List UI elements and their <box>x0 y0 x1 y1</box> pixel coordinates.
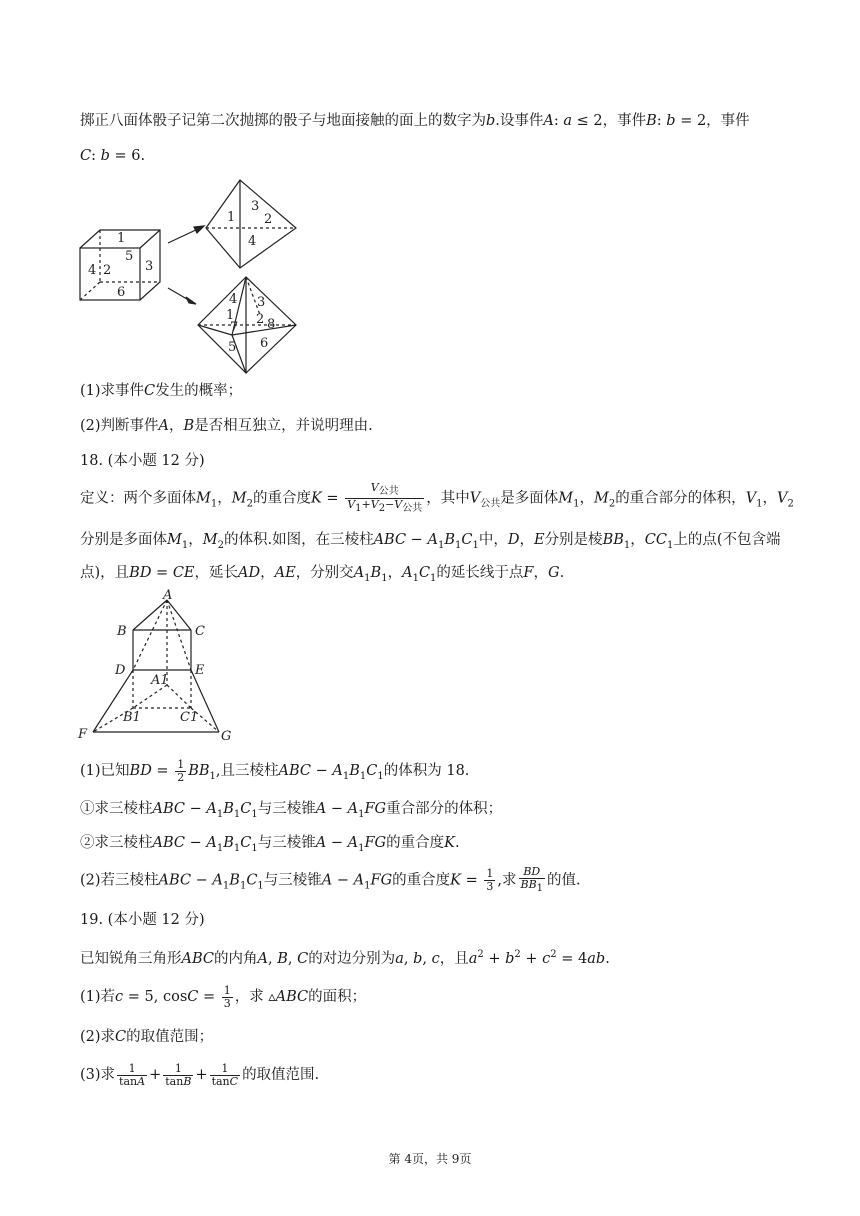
octa-face-5: 5 <box>228 340 237 355</box>
p18-q2: (2)若三棱柱ABC − $A_1B_1C_1$与三棱锥$A - A_1FG$的重合度K = $\frac{1}{3}$ ,求 $\frac{BD}{BB_1}$ 的值. <box>80 865 581 895</box>
p18-q1a: ①求三棱柱ABC − $A_1B_1C_1$与三棱锥$A - A_1FG$重合部分的体积； <box>80 801 503 820</box>
cube-face-1: 1 <box>117 231 126 246</box>
cube-face-3: 3 <box>145 259 154 274</box>
p18-header: 18. (本小题 12 分) <box>80 453 205 469</box>
vertex-B1: B1 <box>123 710 141 725</box>
p17-q1: (1)求事件C发生的概率； <box>80 383 243 399</box>
p18-q1b: ②求三棱柱ABC − $A_1B_1C_1$与三棱锥$A - A_1FG$的重合度K. <box>80 835 460 854</box>
p19-stem: 已知锐角三角形ABC的内角A, B, C的对边分别为a, b, c，且$a^2 + b^2 + c^2 = 4ab$. <box>80 949 610 967</box>
cube-face-6: 6 <box>117 285 126 300</box>
cube-face-4: 4 <box>88 263 97 278</box>
overlap-fraction: $\frac{V_{公共}}{V_1+V_2-V_{公共}}$ <box>347 481 423 515</box>
p17-line1: 掷正八面体骰子记第二次抛掷的骰子与地面接触的面上的数字为b.设事件A: a ≤ 2，事件B: b = 2，事件 <box>80 113 750 129</box>
vertex-D: D <box>115 663 126 678</box>
vertex-A: A <box>163 588 173 603</box>
octa-face-1: 1 <box>226 308 235 323</box>
octa-face-4: 4 <box>229 292 238 307</box>
p18-line3: 点)，且BD = CE，延长AD，AE，分别交$A_1B_1$，$A_1C_1$的延长线于点F，G. <box>80 565 565 584</box>
vertex-E: E <box>195 663 205 678</box>
p18-q1: (1)已知BD = $\frac{1}{2}$ $BB_1$,且三棱柱ABC − $A_1B_1C_1$的体积为 18. <box>80 757 470 784</box>
page-footer: 第 4页，共 9页 <box>388 1152 472 1166</box>
vertex-C1: C1 <box>180 710 199 725</box>
vertex-F: F <box>78 727 88 742</box>
p18-definition: 定义：两个多面体$M_1$，$M_2$的重合度K = $\frac{V_{公共}}{V_1+V_2-V_{公共}}$ ，其中$V_{公共}$是多面体$M_1$，$M_2$的重合部分的体积，$V_1$，$V_2$ <box>80 481 794 515</box>
cube-face-2: 2 <box>103 263 112 278</box>
tetra-face-3: 3 <box>251 199 260 214</box>
octa-face-6: 6 <box>260 336 269 351</box>
vertex-G: G <box>221 729 232 744</box>
prism-figure <box>75 588 245 748</box>
cube-face-5: 5 <box>125 249 134 264</box>
p19-q1: (1)若c = 5, cosC = $\frac{1}{3}$ ，求 ▵ABC的面积； <box>80 983 367 1010</box>
tetra-face-1: 1 <box>227 210 236 225</box>
vertex-A1: A1 <box>151 673 169 688</box>
tetra-face-4: 4 <box>248 234 257 249</box>
p17-line2: C: b = 6. <box>80 148 146 164</box>
vertex-B: B <box>117 624 127 639</box>
octa-face-7: 7 <box>230 320 239 335</box>
p19-q2: (2)求C的取值范围； <box>80 1029 214 1045</box>
p17-q2: (2)判断事件A，B是否相互独立，并说明理由. <box>80 418 373 434</box>
vertex-C: C <box>195 624 205 639</box>
dice-figure <box>70 170 310 380</box>
octa-face-8: 8 <box>267 317 276 332</box>
octa-face-2: 2 <box>256 312 265 327</box>
octa-face-3: 3 <box>257 295 266 310</box>
p19-header: 19. (本小题 12 分) <box>80 912 205 928</box>
tetra-face-2: 2 <box>264 212 273 227</box>
p19-q3: (3)求 $\frac{1}{\tan A}$ + $\frac{1}{\tan B}$ + $\frac{1}{\tan C}$ 的取值范围. <box>80 1061 320 1088</box>
p18-line2: 分别是多面体$M_1$，$M_2$的体积.如图，在三棱柱ABC − $A_1B_1C_1$中，D，E分别是棱$BB_1$，$CC_1$上的点(不包含端 <box>80 532 781 551</box>
